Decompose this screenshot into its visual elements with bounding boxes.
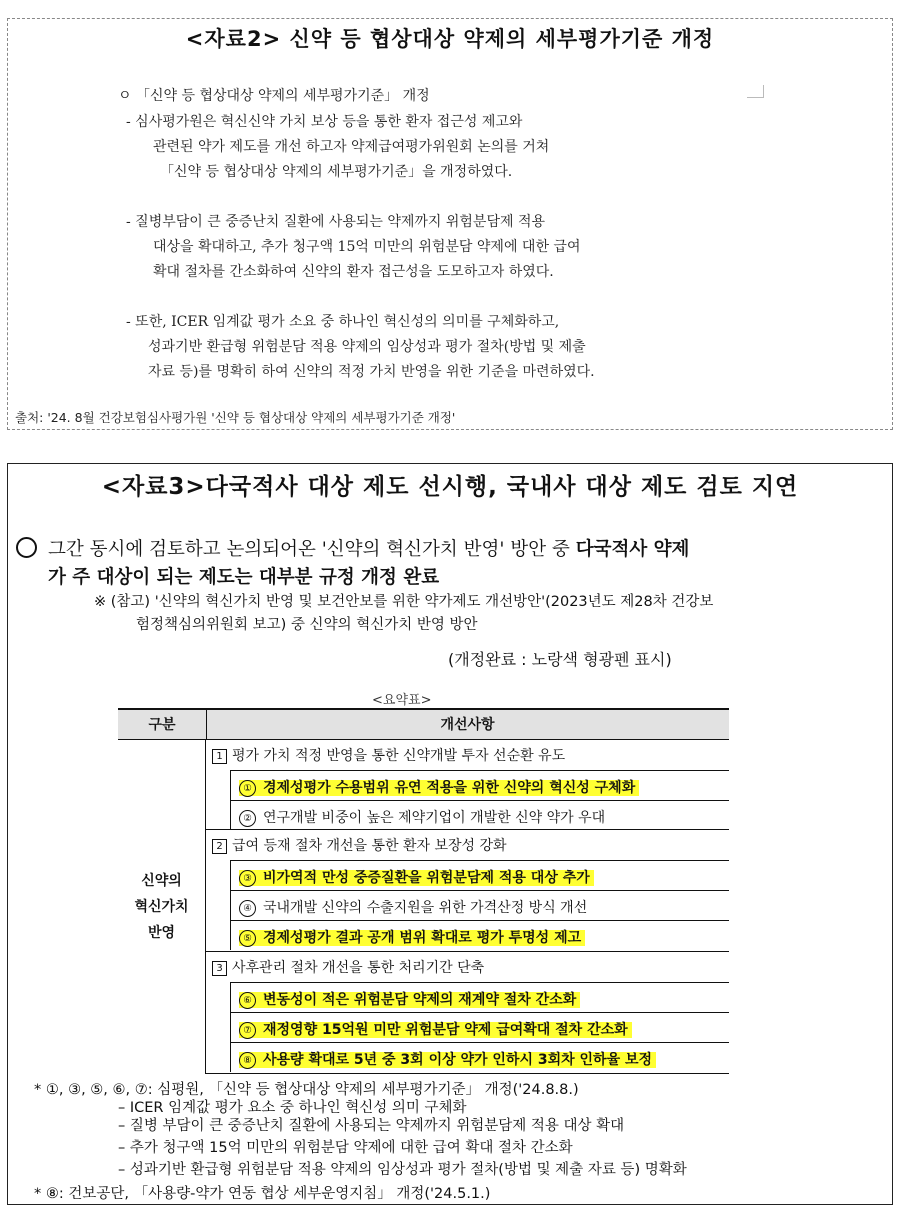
s1-line: 대상을 확대하고, 추가 청구액 15억 미만의 위험분담 약제에 대한 급여 [153, 239, 581, 255]
table-row [230, 770, 729, 800]
circle-bullet-icon [16, 537, 37, 558]
highlighted-item: ⑤ 경제성평가 결과 공개 범위 확대로 평가 투명성 제고 [239, 930, 585, 946]
highlighted-item: ⑧ 사용량 확대로 5년 중 3회 이상 약가 인하시 3회차 인하율 보정 [239, 1052, 656, 1068]
bullet-line-1 [48, 535, 689, 561]
s1-line: 자료 등)를 명확히 하여 신약의 적정 가치 반영을 위한 기준을 마련하였다. [148, 364, 595, 380]
table-row [230, 860, 729, 890]
section2-title: <자료3>다국적사 대상 제도 선시행, 국내사 대상 제도 검토 지연 [101, 474, 799, 500]
table-group [206, 952, 729, 1074]
footnote-sub: – 질병 부담이 큰 중증난치 질환에 사용되는 약제까지 위험분담제 적용 대상 확대 [118, 1118, 625, 1134]
footnote-sub: – ICER 임계값 평가 요소 중 하나인 혁신성 의미 구체화 [118, 1100, 467, 1116]
bullet-line-2 [48, 563, 439, 589]
highlight-legend: (개정완료 : 노랑색 형광펜 표시) [448, 650, 672, 669]
category-line: 반영 [147, 925, 176, 941]
footnote-sub: – 성과기반 환급형 위험분담 적용 약제의 임상성과 평가 절차(방법 및 제출 자료 등) 명확화 [118, 1162, 687, 1178]
table-row [230, 890, 729, 920]
reference-note: ※ (참고) '신약의 혁신가치 반영 및 보건안보를 위한 약가제도 개선방안'(2023년도 제28차 건강보 [94, 594, 714, 610]
boxed-number: 3 [212, 961, 227, 976]
table-row [230, 982, 729, 1012]
highlighted-item: ⑦ 재정영향 15억원 미만 위험분담 약제 급여확대 절차 간소화 [239, 1022, 632, 1038]
reference-note-cont: 험정책심의위원회 보고) 중 신약의 혁신가치 반영 방안 [136, 617, 478, 633]
bullet-line-2-bold: 가 주 대상이 되는 제도는 대부분 규정 개정 완료 [48, 567, 440, 588]
category-line: 신약의 [141, 873, 182, 889]
boxed-number: 1 [212, 749, 227, 764]
header-improvement: 개선사항 [440, 717, 495, 733]
group-title: 1 평가 가치 적정 반영을 통한 신약개발 투자 선순환 유도 [212, 745, 565, 765]
header-category: 구분 [118, 710, 207, 740]
s1-line-heading: ㅇ 「신약 등 협상대상 약제의 세부평가기준」 개정 [118, 88, 430, 104]
table-row [230, 800, 729, 830]
highlighted-item: ⑥ 변동성이 적은 위험분담 약제의 재계약 절차 간소화 [239, 992, 580, 1008]
s1-line: - 또한, ICER 임계값 평가 소요 중 하나인 혁신성의 의미를 구체화하고, [126, 314, 560, 330]
source-box-1 [7, 18, 893, 430]
item: ② 연구개발 비중이 높은 제약기업이 개발한 신약 약가 우대 [239, 807, 605, 827]
category-cell [118, 740, 206, 1074]
source-citation: 출처: '24. 8월 건강보험심사평가원 '신약 등 협상대상 약제의 세부평가기준 개정' [15, 410, 456, 425]
table-group [206, 830, 729, 952]
s1-line: 「신약 등 협상대상 약제의 세부평가기준」을 개정하였다. [160, 164, 513, 180]
s1-line: 확대 절차를 간소화하여 신약의 환자 접근성을 도모하고자 하였다. [153, 264, 554, 280]
bullet-line-1-plain: 그간 동시에 검토하고 논의되어온 '신약의 혁신가치 반영' 방안 중 [48, 539, 576, 560]
table-row [230, 920, 729, 950]
section1-title: <자료2> 신약 등 협상대상 약제의 세부평가기준 개정 [185, 27, 715, 51]
boxed-number: 2 [212, 839, 227, 854]
highlighted-item: ① 경제성평가 수용범위 유연 적용을 위한 신약의 혁신성 구체화 [239, 780, 639, 796]
summary-table [118, 708, 729, 1074]
source-box-2 [7, 463, 893, 1205]
footnote: * ⑧: 건보공단, 「사용량-약가 연동 협상 세부운영지침」 개정('24.5.1.) [34, 1186, 491, 1202]
footnote-sub: – 추가 청구액 15억 미만의 위험분담 약제에 대한 급여 확대 절차 간소화 [118, 1140, 573, 1156]
corner-mark [747, 85, 764, 98]
highlighted-item: ③ 비가역적 만성 중증질환을 위험분담제 적용 대상 추가 [239, 870, 594, 886]
footnote: * ①, ③, ⑤, ⑥, ⑦: 심평원, 「신약 등 협상대상 약제의 세부평가기준」 개정('24.8.8.) [34, 1082, 579, 1098]
s1-line: 성과기반 환급형 위험분담 적용 약제의 임상성과 평가 절차(방법 및 제출 [148, 339, 586, 355]
table-caption: <요약표> [372, 693, 432, 708]
table-row [230, 1012, 729, 1042]
bullet-line-1-bold: 다국적사 약제 [575, 539, 690, 560]
table-row [230, 1042, 729, 1072]
item: ④ 국내개발 신약의 수출지원을 위한 가격산정 방식 개선 [239, 897, 587, 917]
s1-line: - 질병부담이 큰 중증난치 질환에 사용되는 약제까지 위험분담제 적용 [126, 214, 546, 230]
s1-line: 관련된 약가 제도를 개선 하고자 약제급여평가위원회 논의를 거쳐 [153, 139, 550, 155]
s1-line: - 심사평가원은 혁신신약 가치 보상 등을 통한 환자 접근성 제고와 [126, 114, 523, 130]
table-group [206, 740, 729, 830]
group-title: 2 급여 등재 절차 개선을 통한 환자 보장성 강화 [212, 835, 507, 855]
table-header [118, 708, 729, 740]
group-title: 3 사후관리 절차 개선을 통한 처리기간 단축 [212, 957, 484, 977]
category-line: 혁신가치 [134, 899, 189, 915]
